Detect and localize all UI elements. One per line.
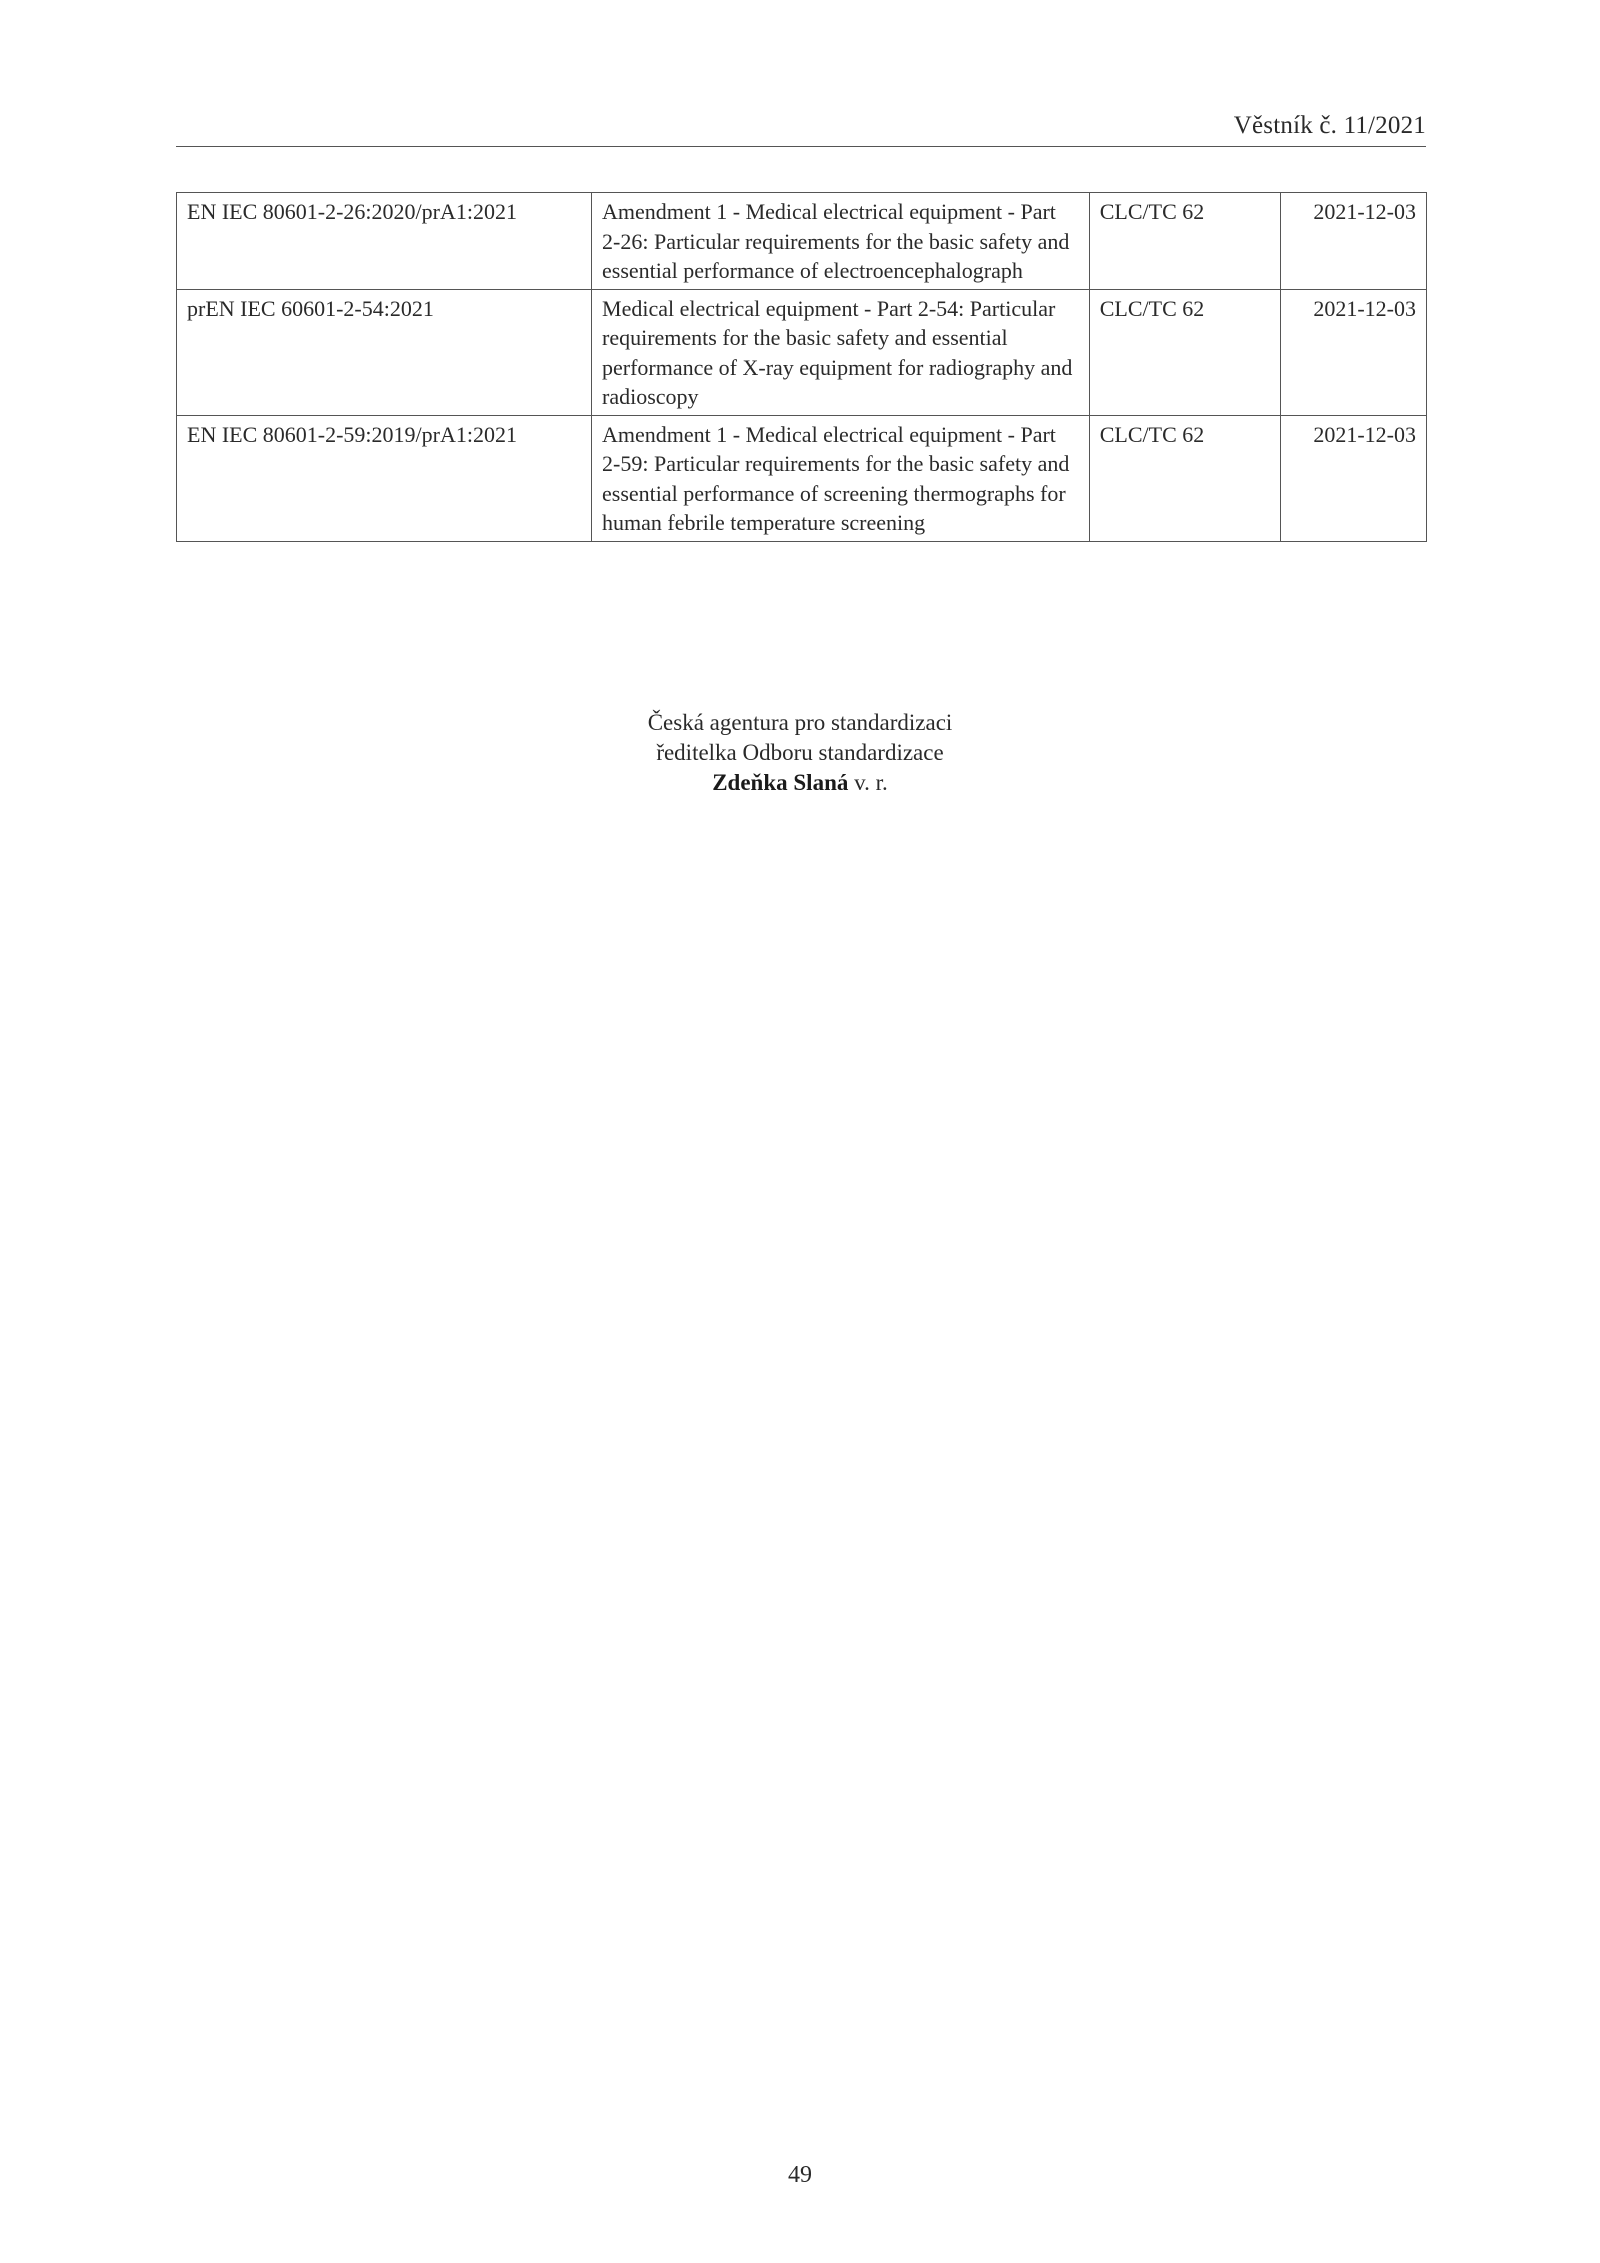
signature-role: ředitelka Odboru standardizace xyxy=(656,740,944,765)
standard-title-cell: Medical electrical equipment - Part 2-54: Particular requirements for the basic safety and essential performance of X-ray equipment for radiography and radioscopy xyxy=(592,289,1090,415)
standard-title-cell: Amendment 1 - Medical electrical equipment - Part 2-59: Particular requirements for the basic safety and essential performance of screening thermographs for human febrile temperature screening xyxy=(592,415,1090,541)
standard-code-cell: prEN IEC 60601-2-54:2021 xyxy=(177,289,592,415)
committee-cell: CLC/TC 62 xyxy=(1089,415,1280,541)
standard-code-cell: EN IEC 80601-2-26:2020/prA1:2021 xyxy=(177,193,592,290)
page-number: 49 xyxy=(788,2162,812,2188)
bulletin-title: Věstník č. 11/2021 xyxy=(1233,112,1426,139)
page-header xyxy=(176,110,1426,147)
standard-code-cell: EN IEC 80601-2-59:2019/prA1:2021 xyxy=(177,415,592,541)
signature-organization: Česká agentura pro standardizaci xyxy=(647,710,953,735)
date-cell: 2021-12-03 xyxy=(1280,289,1426,415)
standards-table xyxy=(176,192,1427,542)
date-cell: 2021-12-03 xyxy=(1280,415,1426,541)
table-row xyxy=(177,289,1427,415)
table-row xyxy=(177,415,1427,541)
date-cell: 2021-12-03 xyxy=(1280,193,1426,290)
signature-block xyxy=(0,708,1600,798)
committee-cell: CLC/TC 62 xyxy=(1089,289,1280,415)
signature-suffix: v. r. xyxy=(854,770,888,795)
table-row xyxy=(177,193,1427,290)
signatory-name: Zdeňka Slaná xyxy=(712,770,849,795)
standard-title-cell: Amendment 1 - Medical electrical equipment - Part 2-26: Particular requirements for the basic safety and essential performance of electroencephalograph xyxy=(592,193,1090,290)
signature-name-line xyxy=(0,768,1600,798)
committee-cell: CLC/TC 62 xyxy=(1089,193,1280,290)
